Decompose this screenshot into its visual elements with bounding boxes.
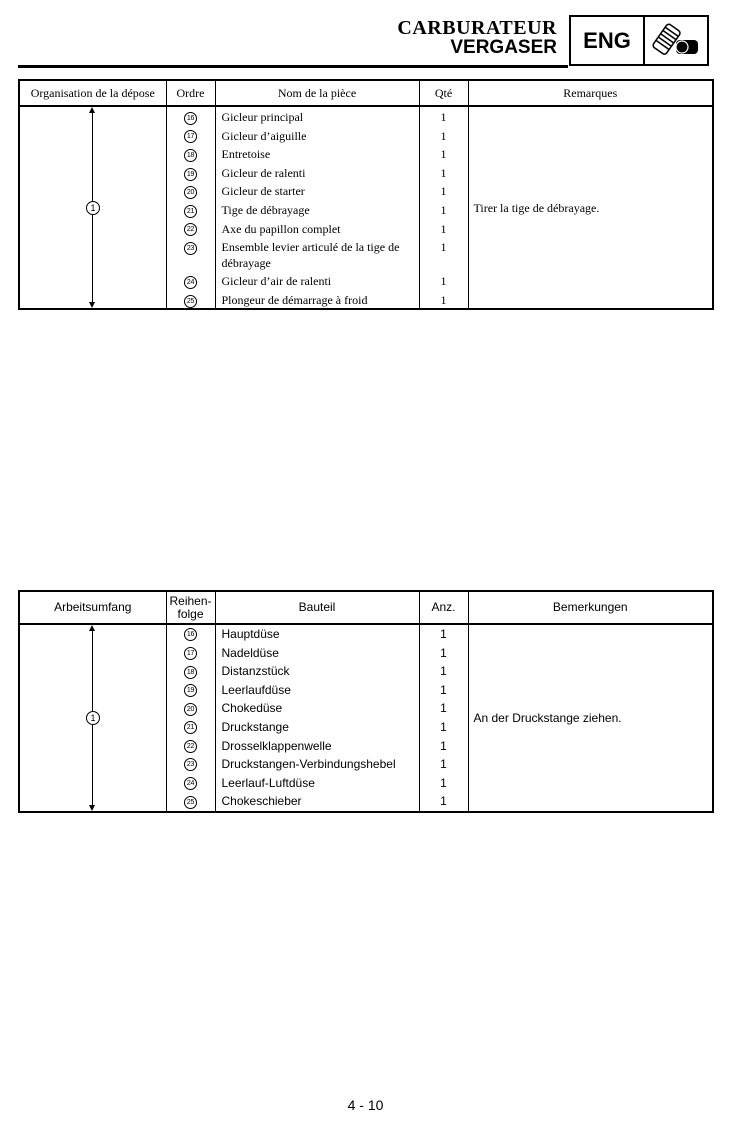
job-number-badge: 1 — [86, 711, 100, 725]
part-name: Druckstangen-Verbindungshebel — [221, 757, 396, 772]
part-name: Gicleur d’aiguille — [221, 128, 307, 143]
list-item — [167, 163, 215, 182]
part-name: Hauptdüse — [221, 627, 280, 641]
part-name: Chokedüse — [221, 701, 283, 716]
page-number: 4 - 10 — [347, 1097, 384, 1113]
part-name: Gicleur d’air de ralenti — [221, 274, 332, 289]
part-name: Nadeldüse — [221, 645, 279, 660]
part-name: Leerlaufdüse — [221, 682, 291, 697]
part-qty: 1 — [440, 757, 447, 772]
part-qty: 1 — [440, 165, 447, 180]
part-name: Plongeur de démarrage à froid — [221, 292, 368, 307]
order-number: 19 — [184, 168, 197, 181]
part-qty: 1 — [440, 221, 447, 236]
part-name: Entretoise — [221, 147, 271, 162]
part-qty: 1 — [440, 147, 447, 162]
list-item — [167, 625, 215, 644]
part-name: Gicleur principal — [221, 110, 304, 124]
part-name: Ensemble levier articulé de la tige de débrayage — [221, 240, 400, 271]
list-item — [167, 144, 215, 163]
order-number: 24 — [184, 276, 197, 289]
parts-table-fr — [18, 79, 714, 310]
arrow-down-icon — [89, 302, 95, 308]
table-header-row — [19, 80, 713, 106]
order-number: 20 — [184, 186, 197, 199]
part-qty: 1 — [440, 682, 447, 697]
list-item — [167, 107, 215, 126]
order-number: 22 — [184, 223, 197, 236]
list-item — [167, 290, 215, 309]
part-qty: 1 — [440, 701, 447, 716]
part-qty: 1 — [440, 240, 447, 255]
list-item — [167, 681, 215, 700]
part-qty: 1 — [440, 202, 447, 217]
page-title-de: VERGASER — [450, 37, 557, 58]
part-name: Chokeschieber — [221, 794, 302, 809]
list-item — [167, 200, 215, 219]
col-header-part-name: Bauteil — [215, 591, 419, 624]
part-qty: 1 — [440, 110, 447, 124]
col-header-order: Reihen- folge — [166, 591, 215, 624]
part-qty: 1 — [440, 292, 447, 307]
part-name-column — [215, 106, 419, 309]
order-number: 16 — [184, 628, 197, 641]
order-number: 18 — [184, 666, 197, 679]
arrow-up-icon — [89, 107, 95, 113]
col-header-qty: Qté — [419, 80, 468, 106]
job-number-badge: 1 — [86, 201, 100, 215]
parts-table-de — [18, 590, 714, 813]
list-item — [167, 181, 215, 200]
table-body-row — [19, 106, 713, 309]
col-header-remarks: Remarques — [468, 80, 713, 106]
order-column — [166, 624, 215, 812]
order-number: 21 — [184, 721, 197, 734]
list-item — [167, 737, 215, 756]
job-scope-cell — [19, 624, 166, 812]
order-column — [166, 106, 215, 309]
col-header-part-name: Nom de la pièce — [215, 80, 419, 106]
part-qty: 1 — [440, 719, 447, 734]
arrow-up-icon — [89, 625, 95, 631]
order-number: 24 — [184, 777, 197, 790]
order-number: 16 — [184, 112, 197, 125]
order-number: 21 — [184, 205, 197, 218]
part-qty: 1 — [440, 627, 447, 641]
part-name: Gicleur de starter — [221, 184, 305, 199]
order-number: 20 — [184, 703, 197, 716]
qty-column — [419, 106, 468, 309]
part-name: Distanzstück — [221, 664, 290, 679]
col-header-job-scope: Arbeitsumfang — [19, 591, 166, 624]
part-name: Gicleur de ralenti — [221, 165, 306, 180]
table-body-row — [19, 624, 713, 812]
engine-icon — [645, 17, 707, 64]
part-name: Axe du papillon complet — [221, 221, 341, 236]
order-number: 17 — [184, 647, 197, 660]
remarks-column — [468, 106, 713, 309]
order-number: 23 — [184, 758, 197, 771]
part-qty: 1 — [440, 645, 447, 660]
part-name-column — [215, 624, 419, 812]
part-qty: 1 — [440, 664, 447, 679]
order-number: 17 — [184, 130, 197, 143]
arrow-down-icon — [89, 805, 95, 811]
table-header-row — [19, 591, 713, 624]
part-qty: 1 — [440, 128, 447, 143]
order-number: 25 — [184, 295, 197, 308]
list-item — [167, 126, 215, 145]
header-rule — [18, 65, 568, 68]
order-number: 22 — [184, 740, 197, 753]
col-header-order: Ordre — [166, 80, 215, 106]
list-item — [167, 662, 215, 681]
col-header-qty: Anz. — [419, 591, 468, 624]
page-title-fr: CARBURATEUR — [397, 17, 557, 39]
list-item — [167, 774, 215, 793]
list-item — [167, 718, 215, 737]
col-header-organisation: Organisation de la dépose — [19, 80, 166, 106]
order-number: 23 — [184, 242, 197, 255]
part-qty: 1 — [440, 794, 447, 809]
col-header-remarks: Bemerkungen — [468, 591, 713, 624]
part-name: Tige de débrayage — [221, 202, 310, 217]
section-badge — [569, 15, 709, 66]
part-name: Drosselklappenwelle — [221, 738, 332, 753]
order-number: 19 — [184, 684, 197, 697]
list-item — [167, 237, 215, 271]
section-badge-label: ENG — [571, 17, 645, 64]
qty-column — [419, 624, 468, 812]
list-item — [167, 755, 215, 774]
remark-text: An der Druckstange ziehen. — [473, 710, 622, 725]
job-scope-cell — [19, 106, 166, 309]
part-name: Leerlauf-Luftdüse — [221, 775, 315, 790]
part-qty: 1 — [440, 274, 447, 289]
list-item — [167, 644, 215, 663]
list-item — [167, 219, 215, 238]
part-name: Druckstange — [221, 719, 289, 734]
part-qty: 1 — [440, 184, 447, 199]
part-qty: 1 — [440, 738, 447, 753]
list-item — [167, 271, 215, 290]
order-number: 18 — [184, 149, 197, 162]
list-item — [167, 792, 215, 811]
part-qty: 1 — [440, 775, 447, 790]
remark-text: Tirer la tige de débrayage. — [473, 200, 600, 215]
order-number: 25 — [184, 796, 197, 809]
list-item — [167, 699, 215, 718]
remarks-column — [468, 624, 713, 812]
